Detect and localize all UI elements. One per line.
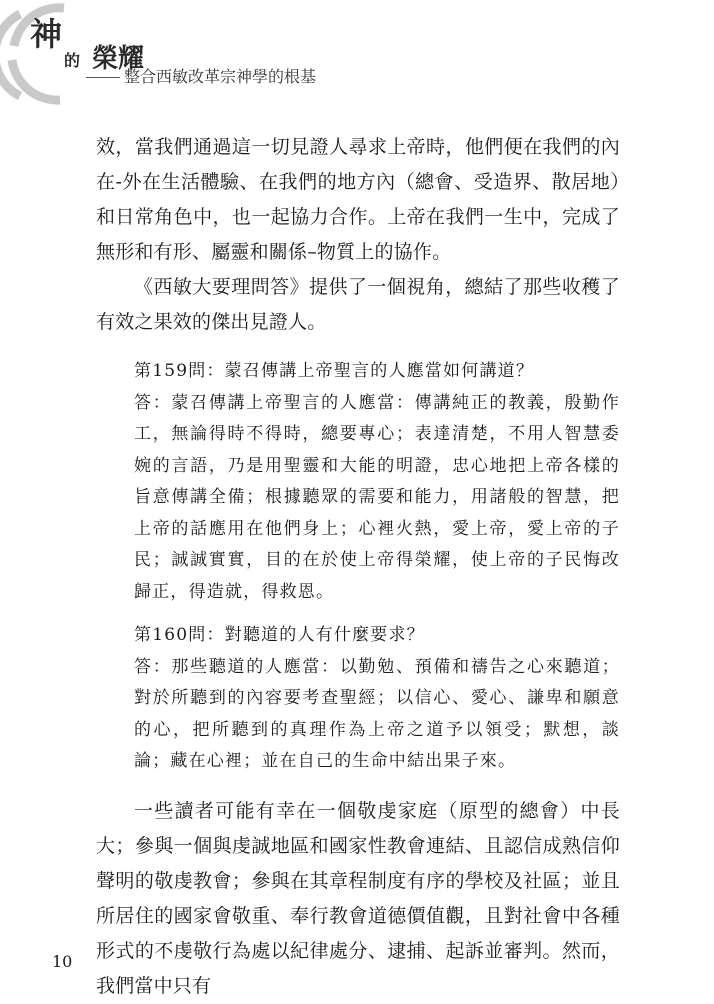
question-159: 第159問：蒙召傳講上帝聖言的人應當如何講道？ (134, 361, 535, 381)
question-160: 第160問：對聽道的人有什麼要求？ (134, 625, 425, 645)
subtitle-text: 整合西敏改革宗神學的根基 (124, 67, 317, 86)
subtitle-dash (86, 77, 120, 78)
book-title-char-3: 榮耀 (92, 44, 145, 74)
book-subtitle (86, 64, 316, 87)
paragraph-2: 《西敏大要理問答》提供了一個視角，總結了那些收穫了有效之果效的傑出見證人。 (96, 276, 620, 333)
book-title-char-2: 的 (64, 51, 81, 70)
answer-159: 答：蒙召傳講上帝聖言的人應當：傳講純正的教義，殷勤作工，無論得時不得時，總要專心；表達清楚，不用人智慧委婉的言語，乃是用聖靈和大能的明證，忠心地把上帝各樣的旨意傳講全備；根據聽眾的需要和能力，用諸般的智慧，把上帝的話應用在他們身上；心裡火熱，愛上帝，愛上帝的子民；誠誠實實，目的在於使上帝得榮耀，使上帝的子民悔改歸正，得造就，得救恩。 (134, 392, 620, 602)
paragraph-1: 效，當我們通過這一切見證人尋求上帝時，他們便在我們的內在-外在生活體驗、在我們的地方內（總會、受造界、散居地）和日常角色中，也一起協力合作。上帝在我們一生中，完成了無形和有形、屬靈和關係–物質上的協作。 (96, 136, 620, 263)
page-content (96, 130, 620, 1004)
paragraph-3: 一些讀者可能有幸在一個敬虔家庭（原型的總會）中長大；參與一個與虔誠地區和國家性教會連結、且認信成熟信仰聲明的敬虔教會；參與在其章程制度有序的學校及社區；並且所居住的國家會敬重、奉行教會道德價值觀，且對社會中各種形式的不虔敬行為處以紀律處分、逮捕、起訴並審判。然而，我們當中只有 (96, 799, 620, 997)
book-title-char-1: 神 (30, 15, 63, 53)
answer-160: 答：那些聽道的人應當：以勤勉、預備和禱告之心來聽道；對於所聽到的內容要考查聖經；以信心、愛心、謙卑和願意的心，把所聽到的真理作為上帝之道予以領受；默想，談論；藏在心裡；並在自己的生命中結出果子來。 (134, 656, 620, 771)
page-number: 10 (52, 952, 73, 971)
